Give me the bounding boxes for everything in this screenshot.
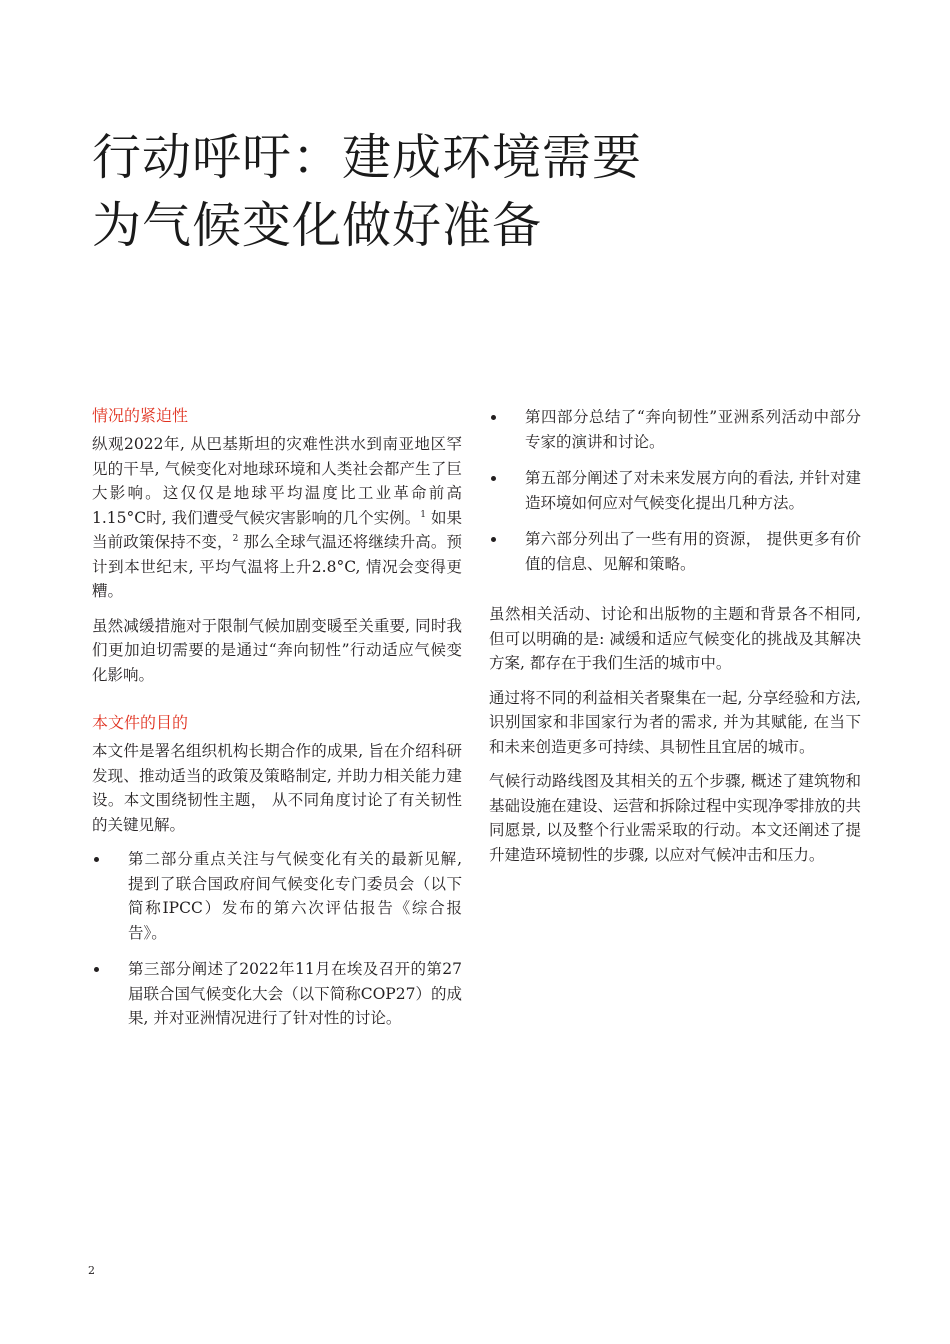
section-heading-purpose: 本文件的目的 xyxy=(92,713,189,732)
bullet-icon xyxy=(94,857,99,862)
page-number: 2 xyxy=(88,1264,95,1277)
cities-paragraph: 虽然相关活动、讨论和出版物的主题和背景各不相同, 但可以明确的是: 减缓和适应气候变化的挑战及其解决方案, 都存在于我们生活的城市中。 xyxy=(489,605,861,672)
footnote-ref-2[interactable]: 2 xyxy=(232,533,239,544)
purpose-bullet-list xyxy=(92,847,462,1031)
bullet-icon xyxy=(491,415,496,420)
footnote-ref-1[interactable]: 1 xyxy=(420,509,426,520)
parts-bullet-list xyxy=(489,405,861,576)
list-item xyxy=(489,527,861,576)
purpose-paragraph: 本文件是署名组织机构长期合作的成果, 旨在介绍科研发现、推动适当的政策及策略制定, 并助力相关能力建设。本文围绕韧性主题， 从不同角度讨论了有关韧性的关键见解。 xyxy=(92,742,462,834)
list-item xyxy=(92,847,462,945)
list-item-text: 第六部分列出了一些有用的资源， 提供更多有价值的信息、见解和策略。 xyxy=(525,530,861,573)
list-item-text: 第三部分阐述了2022年11月在埃及召开的第27届联合国气候变化大会（以下简称COP27）的成果, 并对亚洲情况进行了针对性的讨论。 xyxy=(128,960,462,1027)
section-heading-urgency: 情况的紧迫性 xyxy=(92,406,189,425)
list-item-text: 第二部分重点关注与气候变化有关的最新见解, 提到了联合国政府间气候变化专门委员会（以下简称IPCC）发布的第六次评估报告《综合报告》。 xyxy=(128,850,462,942)
bullet-icon xyxy=(491,476,496,481)
urgency-text-c: 那么全球气温还将继续升高。预计到本世纪末, 平均气温将上升2.8°C, 情况会变得更糟。 xyxy=(92,533,462,600)
roadmap-paragraph: 气候行动路线图及其相关的五个步骤, 概述了建筑物和基础设施在建设、运营和拆除过程中实现净零排放的共同愿景, 以及整个行业需采取的行动。本文还阐述了提升建造环境韧性的步骤, 以应对气候冲击和压力。 xyxy=(489,772,862,864)
list-item xyxy=(92,957,462,1031)
list-item xyxy=(489,466,861,515)
left-column xyxy=(92,404,462,1043)
urgency-paragraph-2: 虽然减缓措施对于限制气候加剧变暖至关重要, 同时我们更加迫切需要的是通过“奔向韧性”行动适应气候变化影响。 xyxy=(92,616,462,684)
bullet-icon xyxy=(491,537,496,542)
urgency-paragraph-1 xyxy=(92,432,462,604)
page-title xyxy=(92,124,852,260)
stakeholders-paragraph: 通过将不同的利益相关者聚集在一起, 分享经验和方法, 识别国家和非国家行为者的需求, 并为其赋能, 在当下和未来创造更多可持续、具韧性且宜居的城市。 xyxy=(489,688,861,756)
urgency-text-a: 纵观2022年, 从巴基斯坦的灾难性洪水到南亚地区罕见的干旱, 气候变化对地球环境和人类社会都产生了巨大影响。这仅仅是地球平均温度比工业革命前高1.15°C时, 我们遭受气候灾害影响的几个实例。 xyxy=(92,435,462,527)
page-title-line-2: 为气候变化做好准备 xyxy=(92,197,543,254)
list-item xyxy=(489,405,861,454)
bullet-icon xyxy=(94,967,99,972)
urgency-text-b: 如果当前政策保持不变， xyxy=(92,508,462,551)
list-item-text: 第五部分阐述了对未来发展方向的看法, 并针对建造环境如何应对气候变化提出几种方法。 xyxy=(525,469,861,512)
page-title-line-1: 行动呼吁：建成环境需要 xyxy=(92,129,643,186)
list-item-text: 第四部分总结了“奔向韧性”亚洲系列活动中部分专家的演讲和讨论。 xyxy=(525,408,861,451)
right-column xyxy=(489,405,861,877)
